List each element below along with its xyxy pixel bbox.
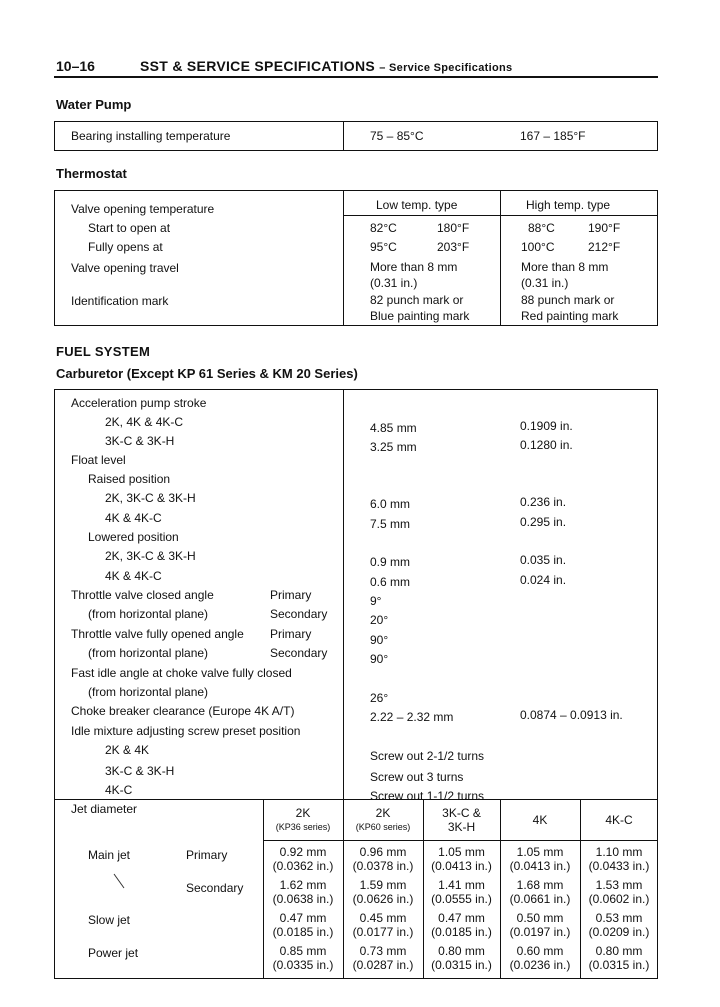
jet-column-name: 3K-C & 3K-H [442,806,481,834]
spec-imperial: 0.1909 in. [520,419,573,433]
jet-size-cell: 0.53 mm (0.0209 in.) [588,911,650,939]
jet-row-stage: Primary [186,848,228,862]
jet-size-cell: 0.47 mm (0.0185 in.) [431,911,492,939]
spec-label: (from horizontal plane) [88,607,209,621]
jet-column-name: 2K [295,806,311,820]
spec-metric: Screw out 2-1/2 turns [370,749,485,763]
jet-size-cell: 1.10 mm (0.0433 in.) [588,845,650,873]
spec-metric: 2.22 – 2.32 mm [370,710,454,724]
spec-metric: 4.85 mm [370,421,417,435]
jet-size-cell: 0.47 mm (0.0185 in.) [272,911,334,939]
low-temp-celsius: 82°C [370,221,397,235]
thermostat-row-label: Fully opens at [88,240,163,254]
spec-metric: 0.9 mm [370,555,411,569]
water-pump-fahrenheit: 167 – 185°F [520,129,586,143]
spec-label: Lowered position [88,530,179,544]
high-temp-fahrenheit: 190°F [588,221,621,235]
jet-size-cell: 1.62 mm (0.0638 in.) [272,878,334,906]
jet-column-sub: (KP36 series) [275,822,331,832]
spec-stage: Primary [270,627,312,641]
high-temp-celsius: 100°C [521,240,555,254]
spec-metric: 26° [370,691,389,705]
table-divider [54,799,658,800]
spec-label: Float level [71,453,126,467]
page-title-main: SST & SERVICE SPECIFICATIONS [140,58,376,74]
jet-size-cell: 0.92 mm (0.0362 in.) [272,845,334,873]
spec-imperial: 0.024 in. [520,573,567,587]
thermostat-row-label: Valve opening temperature [71,202,215,216]
high-temp-celsius: 88°C [528,221,555,235]
spec-label: (from horizontal plane) [88,646,209,660]
table-divider [343,190,344,326]
jet-size-cell: 1.68 mm (0.0661 in.) [509,878,571,906]
spec-metric: 0.6 mm [370,575,411,589]
table-divider [343,215,658,216]
jet-row-label: Power jet [88,946,139,960]
page-subtitle: – Service Specifications [379,62,513,74]
thermostat-row-label: Identification mark [71,294,169,308]
page-number: 10–16 [56,58,95,74]
thermostat-heading: Thermostat [56,166,127,181]
thermostat-col-low: Low temp. type [376,198,458,212]
low-temp-value: 82 punch mark or Blue painting mark [370,293,470,323]
jet-diameter-label: Jet diameter [71,802,138,816]
jet-row-label: Slow jet [88,913,131,927]
spec-label: Throttle valve fully opened angle [71,627,244,641]
table-divider [500,190,501,326]
spec-metric: 20° [370,613,389,627]
spec-imperial: 0.236 in. [520,495,567,509]
spec-label: 2K & 4K [105,743,150,757]
spec-metric: 7.5 mm [370,517,411,531]
water-pump-heading: Water Pump [56,97,132,112]
carburetor-heading: Carburetor (Except KP 61 Series & KM 20 Series) [56,366,358,381]
jet-size-cell: 0.60 mm (0.0236 in.) [509,944,571,972]
high-temp-fahrenheit: 212°F [588,240,621,254]
jet-size-cell: 0.80 mm (0.0315 in.) [588,944,650,972]
thermostat-row-label: Valve opening travel [71,261,179,275]
spec-label: 3K-C & 3K-H [105,434,175,448]
jet-size-cell: 0.96 mm (0.0378 in.) [352,845,414,873]
spec-metric: 6.0 mm [370,497,411,511]
header-rule [54,76,658,78]
jet-size-cell: 1.05 mm (0.0413 in.) [431,845,492,873]
spec-label: 2K, 4K & 4K-C [105,415,184,429]
jet-size-cell: 1.41 mm (0.0555 in.) [431,878,492,906]
spec-label: 2K, 3K-C & 3K-H [105,491,196,505]
jet-size-cell: 0.80 mm (0.0315 in.) [431,944,492,972]
jet-column-header [343,806,423,834]
spec-imperial: 0.1280 in. [520,438,573,452]
spec-label: Fast idle angle at choke valve fully closed [71,666,292,680]
jet-size-cell: 1.59 mm (0.0626 in.) [352,878,414,906]
spec-label: 4K-C [105,783,133,797]
fuel-system-heading: FUEL SYSTEM [56,344,151,359]
jet-size-cell: 0.85 mm (0.0335 in.) [272,944,334,972]
spec-metric: 3.25 mm [370,440,417,454]
spec-label: 4K & 4K-C [105,511,162,525]
spec-imperial: 0.035 in. [520,553,567,567]
spec-label: Idle mixture adjusting screw preset position [71,724,301,738]
spec-metric: 90° [370,633,389,647]
jet-column-sub: (KP60 series) [355,822,411,832]
spec-label: (from horizontal plane) [88,685,209,699]
page-title [140,58,512,74]
jet-size-cell: 1.53 mm (0.0602 in.) [588,878,650,906]
spec-label: Acceleration pump stroke [71,396,207,410]
jet-row-stage: Secondary [186,881,244,895]
low-temp-fahrenheit: 180°F [437,221,470,235]
spec-stage: Primary [270,588,312,602]
table-divider [263,840,658,841]
jet-size-cell: 1.05 mm (0.0413 in.) [509,845,571,873]
spec-label: Throttle valve closed angle [71,588,214,602]
low-temp-celsius: 95°C [370,240,397,254]
jet-column-name: 4K [532,813,548,827]
spec-imperial: 0.0874 – 0.0913 in. [520,708,623,722]
high-temp-value: More than 8 mm (0.31 in.) [521,260,609,290]
spec-label: 4K & 4K-C [105,569,162,583]
spec-label: 2K, 3K-C & 3K-H [105,549,196,563]
low-temp-fahrenheit: 203°F [437,240,470,254]
thermostat-col-high: High temp. type [526,198,611,212]
high-temp-value: 88 punch mark or Red painting mark [521,293,619,323]
jet-size-cell: 0.50 mm (0.0197 in.) [509,911,571,939]
spec-label: 3K-C & 3K-H [105,764,175,778]
spec-stage: Secondary [270,607,328,621]
jet-column-name: 2K [375,806,391,820]
spec-metric: 9° [370,594,382,608]
spec-metric: Screw out 1-1/2 turns [370,789,485,803]
spec-metric: 90° [370,652,389,666]
spec-imperial: 0.295 in. [520,515,567,529]
low-temp-value: More than 8 mm (0.31 in.) [370,260,458,290]
pen-mark [112,872,126,890]
table-divider [343,121,344,151]
water-pump-celsius: 75 – 85°C [370,129,424,143]
jet-row-label: Main jet [88,848,131,862]
jet-size-cell: 0.73 mm (0.0287 in.) [352,944,414,972]
spec-label: Choke breaker clearance (Europe 4K A/T) [71,704,295,718]
spec-metric: Screw out 3 turns [370,770,464,784]
spec-label: Raised position [88,472,171,486]
jet-column-header [263,806,343,834]
jet-size-cell: 0.45 mm (0.0177 in.) [352,911,414,939]
water-pump-label: Bearing installing temperature [71,129,231,143]
jet-column-name: 4K-C [605,813,633,827]
thermostat-row-label: Start to open at [88,221,171,235]
spec-stage: Secondary [270,646,328,660]
